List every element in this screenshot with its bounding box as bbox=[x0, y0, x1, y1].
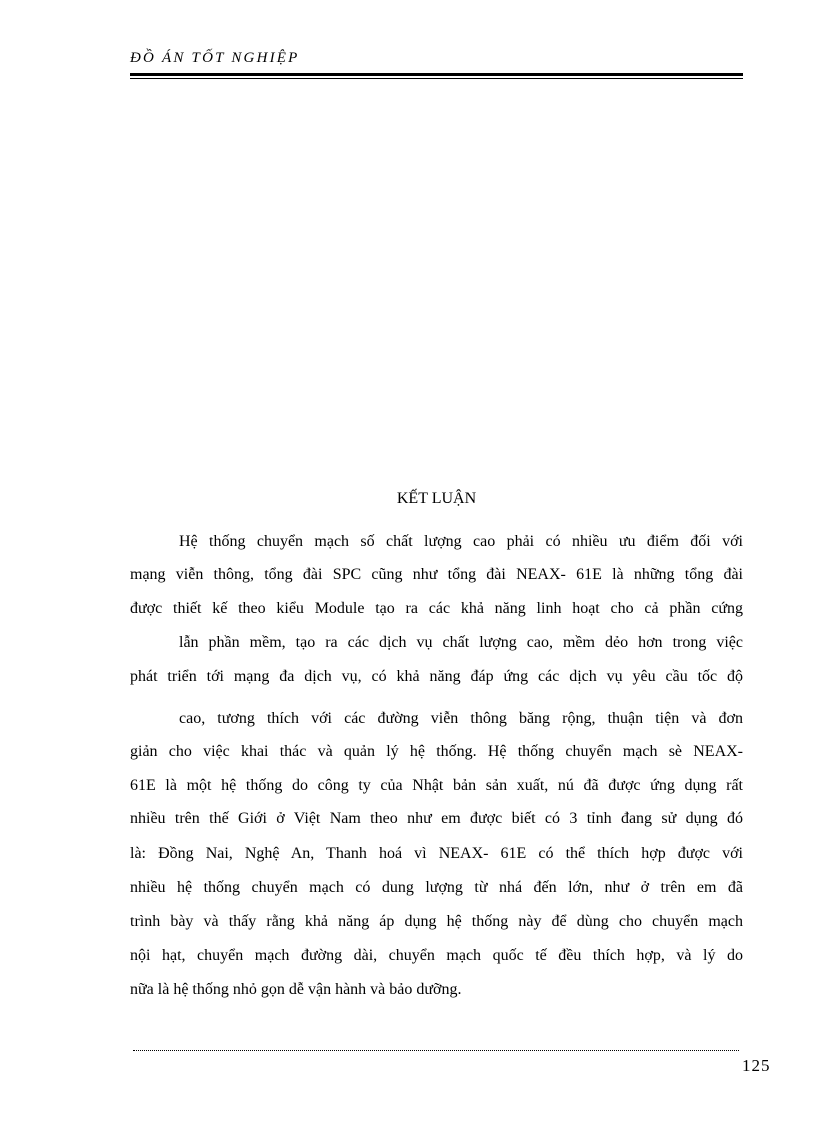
section-heading: KẾT LUẬN bbox=[396, 490, 477, 507]
paragraph-line: được thiết kế theo kiểu Module tạo ra các khả năng linh hoạt cho cả phần cứng bbox=[130, 600, 743, 617]
paragraph-line: nữa là hệ thống nhỏ gọn dễ vận hành và bảo dưỡng. bbox=[130, 981, 462, 998]
page-number: 125 bbox=[742, 1056, 771, 1075]
paragraph-line: lẫn phần mềm, tạo ra các dịch vụ chất lượng cao, mềm dẻo hơn trong việc bbox=[179, 634, 743, 651]
header-rule-thin bbox=[130, 78, 743, 79]
paragraph-line: trình bày và thấy rằng khả năng áp dụng hệ thống này để dùng cho chuyển mạch bbox=[130, 913, 743, 930]
paragraph-line: Hệ thống chuyển mạch số chất lượng cao phải có nhiều ưu điểm đối với bbox=[179, 533, 743, 550]
paragraph-line: phát triển tới mạng đa dịch vụ, có khả năng đáp ứng các dịch vụ yêu cầu tốc độ bbox=[130, 668, 743, 685]
paragraph-line: mạng viễn thông, tổng đài SPC cũng như tổng đài NEAX- 61E là những tổng đài bbox=[130, 566, 743, 583]
footer-rule bbox=[133, 1050, 739, 1051]
header-title: ĐỒ ÁN TỐT NGHIỆP bbox=[130, 50, 300, 66]
paragraph-line: nội hạt, chuyển mạch đường dài, chuyển mạch quốc tế đều thích hợp, và lý do bbox=[130, 947, 743, 964]
paragraph-line: 61E là một hệ thống do công ty của Nhật bản sản xuất, nú đã được ứng dụng rất bbox=[130, 777, 743, 794]
paragraph-line: là: Đồng Nai, Nghệ An, Thanh hoá vì NEAX- 61E có thể thích hợp được với bbox=[130, 845, 743, 862]
header-rule-thick bbox=[130, 73, 743, 76]
paragraph-line: cao, tương thích với các đường viễn thông băng rộng, thuận tiện và đơn bbox=[179, 710, 743, 727]
paragraph-line: nhiều hệ thống chuyển mạch có dung lượng từ nhá đến lớn, như ở trên em đã bbox=[130, 879, 743, 896]
paragraph-line: giản cho việc khai thác và quản lý hệ thống. Hệ thống chuyển mạch sè NEAX- bbox=[130, 743, 743, 760]
paragraph-line: nhiều trên thế Giới ở Việt Nam theo như em được biết có 3 tỉnh đang sử dụng đó bbox=[130, 810, 743, 827]
